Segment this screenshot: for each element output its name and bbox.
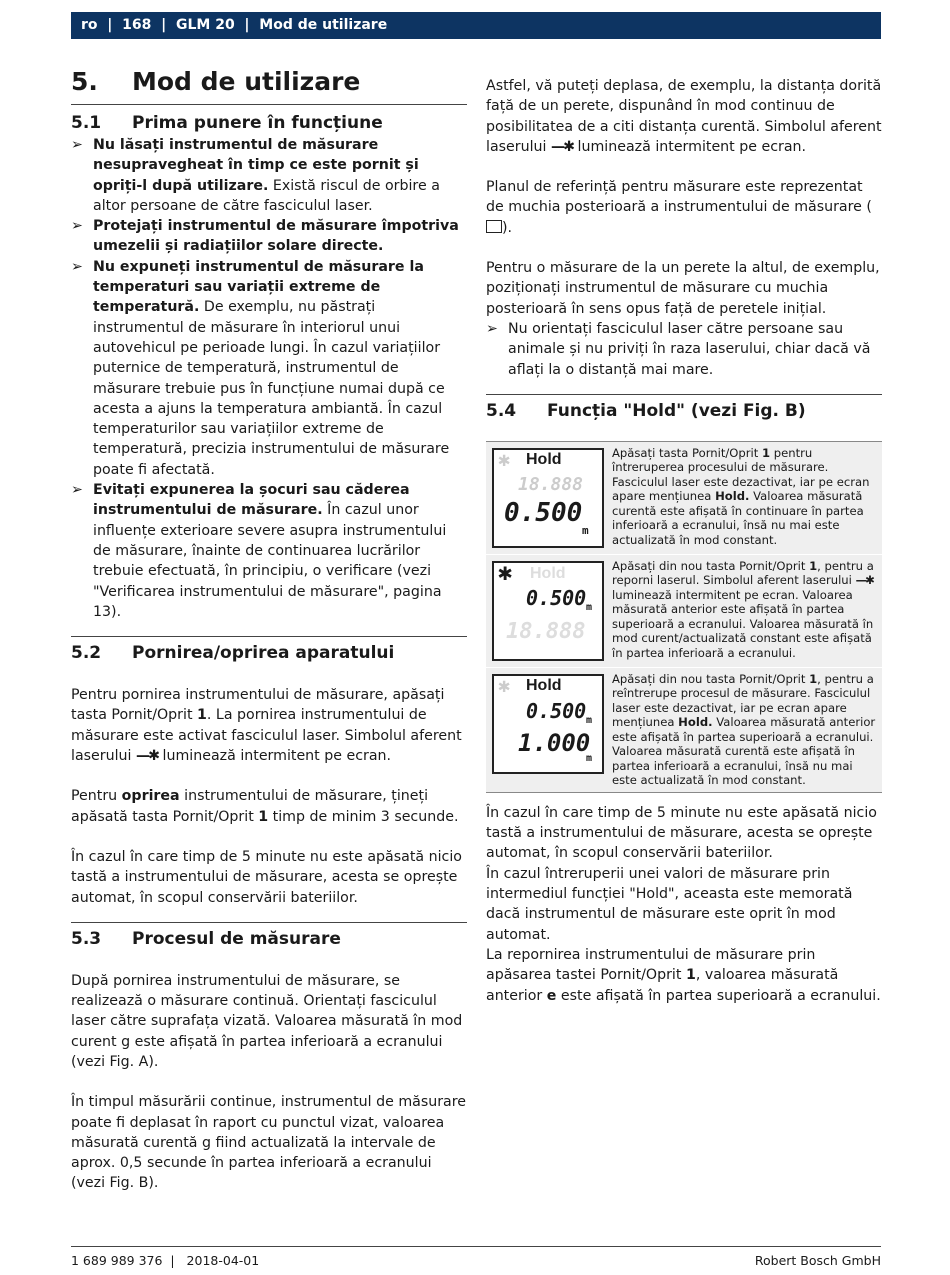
body-text: este afișată în partea superioară a ecranului. bbox=[556, 987, 881, 1004]
header-section: Mod de utilizare bbox=[259, 17, 388, 33]
key-number: 1 bbox=[761, 445, 771, 460]
section-5-4-heading bbox=[486, 394, 882, 423]
key-number: 1 bbox=[809, 558, 818, 573]
body-text: Apăsați din nou tasta Pornit/Oprit bbox=[612, 558, 810, 573]
hold-label: Hold bbox=[530, 564, 566, 582]
laser-icon: —✱ bbox=[550, 138, 574, 155]
chapter-number: 5. bbox=[71, 67, 98, 96]
footer-company: Robert Bosch GmbH bbox=[754, 1253, 881, 1268]
lcd-display bbox=[492, 557, 604, 661]
paragraph bbox=[71, 685, 467, 766]
top-value: 0.500 bbox=[526, 698, 587, 723]
paragraph: După pornirea instrumentului de măsurare, se realizează o măsurare continuă. Orientați fasciculul laser către suprafața vizată. Valoarea măsurată în mod curent g este afișată în partea inferioară a ecranului (vezi Fig. A). bbox=[71, 972, 463, 1070]
body-text: pentru întreruperea procesului de măsurare. Fasciculul laser este dezactivat, iar pe ecran apare mențiunea bbox=[612, 445, 870, 504]
section-5-2-heading bbox=[71, 636, 467, 665]
section-number: 5.1 bbox=[71, 113, 102, 133]
laser-icon: ✱ bbox=[498, 557, 513, 586]
body-text: Valoarea măsurată curentă este afișată în continuare în partea inferioară a ecranului, însă nu mai este actualizată în mod constant. bbox=[612, 489, 864, 547]
body-text: timp de minim 3 secunde. bbox=[268, 808, 459, 825]
key-number: 1 bbox=[685, 967, 696, 984]
body-text: . La pornirea instrumentului de măsurare este activat fasciculul laser. Simbolul aferent laserului bbox=[71, 707, 462, 765]
body-text: Apăsați tasta Pornit/Oprit bbox=[612, 445, 762, 460]
hold-label: Hold bbox=[526, 676, 562, 694]
paragraph: În cazul în care timp de 5 minute nu este apăsată nicio tastă a instrumentului de măsurare, acesta se oprește automat, în scopul conservării bateriilor. bbox=[486, 804, 877, 862]
table-row bbox=[486, 442, 882, 555]
key-number: 1 bbox=[809, 671, 818, 686]
top-value: 18.888 bbox=[518, 473, 584, 495]
right-column bbox=[486, 76, 882, 1006]
table-row bbox=[486, 555, 882, 668]
header-model: GLM 20 bbox=[175, 17, 235, 33]
document-number: 1 689 989 376 bbox=[71, 1253, 163, 1268]
row-text bbox=[612, 559, 880, 663]
section-5-1-heading bbox=[71, 111, 467, 135]
footer-left: 1 689 989 376 | 2018-04-01 bbox=[71, 1253, 260, 1268]
unit-label: m bbox=[582, 523, 589, 537]
row-text bbox=[612, 446, 880, 550]
bold-text: e bbox=[546, 987, 557, 1004]
lcd-display bbox=[492, 448, 604, 548]
paragraph bbox=[486, 76, 882, 157]
section-number: 5.2 bbox=[71, 643, 102, 664]
hold-label: Hold bbox=[526, 450, 562, 468]
laser-icon: —✱ bbox=[855, 573, 873, 588]
left-column bbox=[71, 64, 467, 1194]
reference-edge-icon bbox=[486, 220, 502, 233]
header-lang: ro bbox=[81, 17, 98, 33]
body-text: Pentru bbox=[71, 788, 122, 805]
list-item bbox=[71, 135, 467, 216]
body-text: La repornirea instrumentului de măsurare prin apăsarea tastei Pornit/Oprit bbox=[486, 946, 816, 984]
bold-text: Evitați expunerea la șocuri sau căderea instrumentului de măsurare. bbox=[93, 482, 410, 519]
body-text: , pentru a reîntrerupe procesul de măsurare. Fasciculul laser este dezactivat, iar pe ecran apare mențiunea bbox=[612, 671, 874, 730]
section-number: 5.4 bbox=[486, 400, 517, 421]
list-item bbox=[71, 257, 467, 480]
row-text bbox=[612, 672, 880, 788]
bold-text: oprirea bbox=[121, 788, 180, 805]
chapter-title: Mod de utilizare bbox=[132, 67, 361, 96]
section-title: Procesul de măsurare bbox=[132, 928, 341, 949]
section-title: Pornirea/oprirea aparatului bbox=[132, 643, 395, 664]
body-text: instrumentului de măsurare, țineți apăsată tasta Pornit/Oprit bbox=[71, 788, 429, 825]
key-number: 1 bbox=[197, 707, 207, 724]
body-text: luminează intermitent pe ecran. bbox=[573, 138, 807, 155]
unit-label: m bbox=[586, 714, 593, 726]
paragraph: În cazul în care timp de 5 minute nu este apăsată nicio tastă a instrumentului de măsurare, acesta se oprește automat, în scopul conservării bateriilor. bbox=[71, 848, 462, 906]
body-text: , valoarea măsurată anterior bbox=[486, 967, 839, 1004]
key-number: 1 bbox=[258, 808, 269, 825]
body-text: Pentru pornirea instrumentului de măsurare, apăsați tasta Pornit/Oprit bbox=[71, 687, 445, 724]
laser-icon: —✱ bbox=[135, 748, 159, 765]
header-page: 168 bbox=[122, 17, 152, 33]
laser-icon: ✱ bbox=[498, 672, 511, 697]
hold-function-table bbox=[486, 441, 882, 793]
unit-label: m bbox=[586, 601, 593, 613]
list-item bbox=[71, 480, 467, 622]
bold-text: Hold. bbox=[715, 489, 750, 504]
lcd-display bbox=[492, 674, 604, 774]
table-row bbox=[486, 668, 882, 792]
paragraph bbox=[71, 786, 467, 827]
section-title: Prima punere în funcțiune bbox=[132, 113, 383, 133]
body-text: În cazul unor influențe exterioare severe asupra instrumentului de măsurare, înainte de continuarea lucrărilor trebuie efectuată, în principiu, o verificare (vezi "Verificarea instrumentului de măsurare", pagina 13). bbox=[93, 502, 447, 620]
chapter-heading bbox=[71, 64, 467, 105]
body-text: luminează intermitent pe ecran. bbox=[158, 748, 392, 765]
safety-list bbox=[71, 135, 467, 622]
bold-text: Nu lăsați instrumentul de măsurare nesupravegheat în timp ce este pornit și opriți-l după utilizare. bbox=[93, 137, 419, 194]
document-date: 2018-04-01 bbox=[186, 1253, 260, 1268]
top-value: 0.500 bbox=[526, 585, 587, 610]
bottom-value: 0.500 bbox=[504, 497, 583, 528]
unit-label: m bbox=[586, 752, 593, 764]
bold-text: Nu expuneți instrumentul de măsurare la temperaturi sau variații extreme de temperatură. bbox=[93, 258, 424, 316]
page-footer bbox=[71, 1246, 881, 1268]
body-text: Astfel, vă puteți deplasa, de exemplu, la distanța dorită față de un perete, dispunând în mod continuu de posibilitatea de a citi distanța curentă. Simbolul aferent laserului bbox=[486, 78, 882, 155]
paragraph bbox=[486, 945, 882, 1006]
paragraph: În timpul măsurării continue, instrumentul de măsurare poate fi deplasat în raport cu punctul vizat, valoarea măsurată curentă g fiind actualizată la intervale de aprox. 0,5 secunde în partea inferioară a ecranului (vezi Fig. B). bbox=[71, 1094, 466, 1192]
bottom-value: 18.888 bbox=[506, 618, 586, 644]
bold-text: Protejați instrumentul de măsurare împotriva umezelii și radiațiilor solare directe. bbox=[93, 218, 459, 255]
section-number: 5.3 bbox=[71, 928, 102, 949]
bold-text: Hold. bbox=[678, 715, 713, 730]
paragraph: Pentru o măsurare de la un perete la altul, de exemplu, poziționați instrumentul de măsurare cu muchia posterioară în sens opus față de peretele inițial. bbox=[486, 260, 880, 317]
paragraph: În cazul întreruperii unei valori de măsurare prin intermediul funcției "Hold", aceasta este memorată dacă instrumentul de măsurare este oprit în mod automat. bbox=[486, 865, 853, 943]
page-header: ro | 168 | GLM 20 | Mod de utilizare bbox=[71, 12, 881, 39]
body-text: Valoarea măsurată anterior este afișată în partea superioară a ecranului. Valoarea măsurată curentă este afișată în partea inferioară a ecranului, însă nu mai este actualizată în mod constant. bbox=[612, 715, 876, 788]
paragraph bbox=[486, 177, 882, 238]
section-title: Funcția "Hold" (vezi Fig. B) bbox=[547, 400, 806, 421]
list-item bbox=[71, 216, 467, 257]
body-text: Apăsați din nou tasta Pornit/Oprit bbox=[612, 671, 810, 686]
list-item: ➢ Nu orientați fasciculul laser către persoane sau animale și nu priviți în raza laserului, chiar dacă vă aflați la o distanță mai mare. bbox=[486, 319, 882, 380]
body-text: Planul de referință pentru măsurare este reprezentat de muchia posterioară a instrumentului de măsurare ( bbox=[486, 179, 872, 216]
warning-list bbox=[486, 319, 882, 380]
section-5-3-heading bbox=[71, 922, 467, 951]
body-text: De exemplu, nu păstrați instrumentul de măsurare în interiorul unui autovehicul pe perioade lungi. În cazul variațiilor puternice de temperatură, instrumentul de măsurare trebuie pus în funcțiune numai după ce acesta a ajuns la temperatura ambiantă. În cazul temperaturilor sau variațiilor extreme de temperatură, precizia instrumentului de măsurare poate fi afectată. bbox=[93, 299, 450, 478]
body-text: Există riscul de orbire a altor persoane de către fasciculul laser. bbox=[93, 177, 440, 214]
bottom-value: 1.000 bbox=[518, 728, 591, 757]
body-text: ). bbox=[502, 219, 513, 236]
laser-icon: ✱ bbox=[498, 446, 511, 471]
body-text: luminează intermitent pe ecran. Valoarea măsurată anterior este afișată în partea superioară a ecranului. Valoarea măsurată în mod curent/actualizată constant este afișată în partea inferioară a ecranului. bbox=[612, 587, 874, 660]
body-text: , pentru a reporni laserul. Simbolul aferent laserului bbox=[612, 558, 874, 588]
